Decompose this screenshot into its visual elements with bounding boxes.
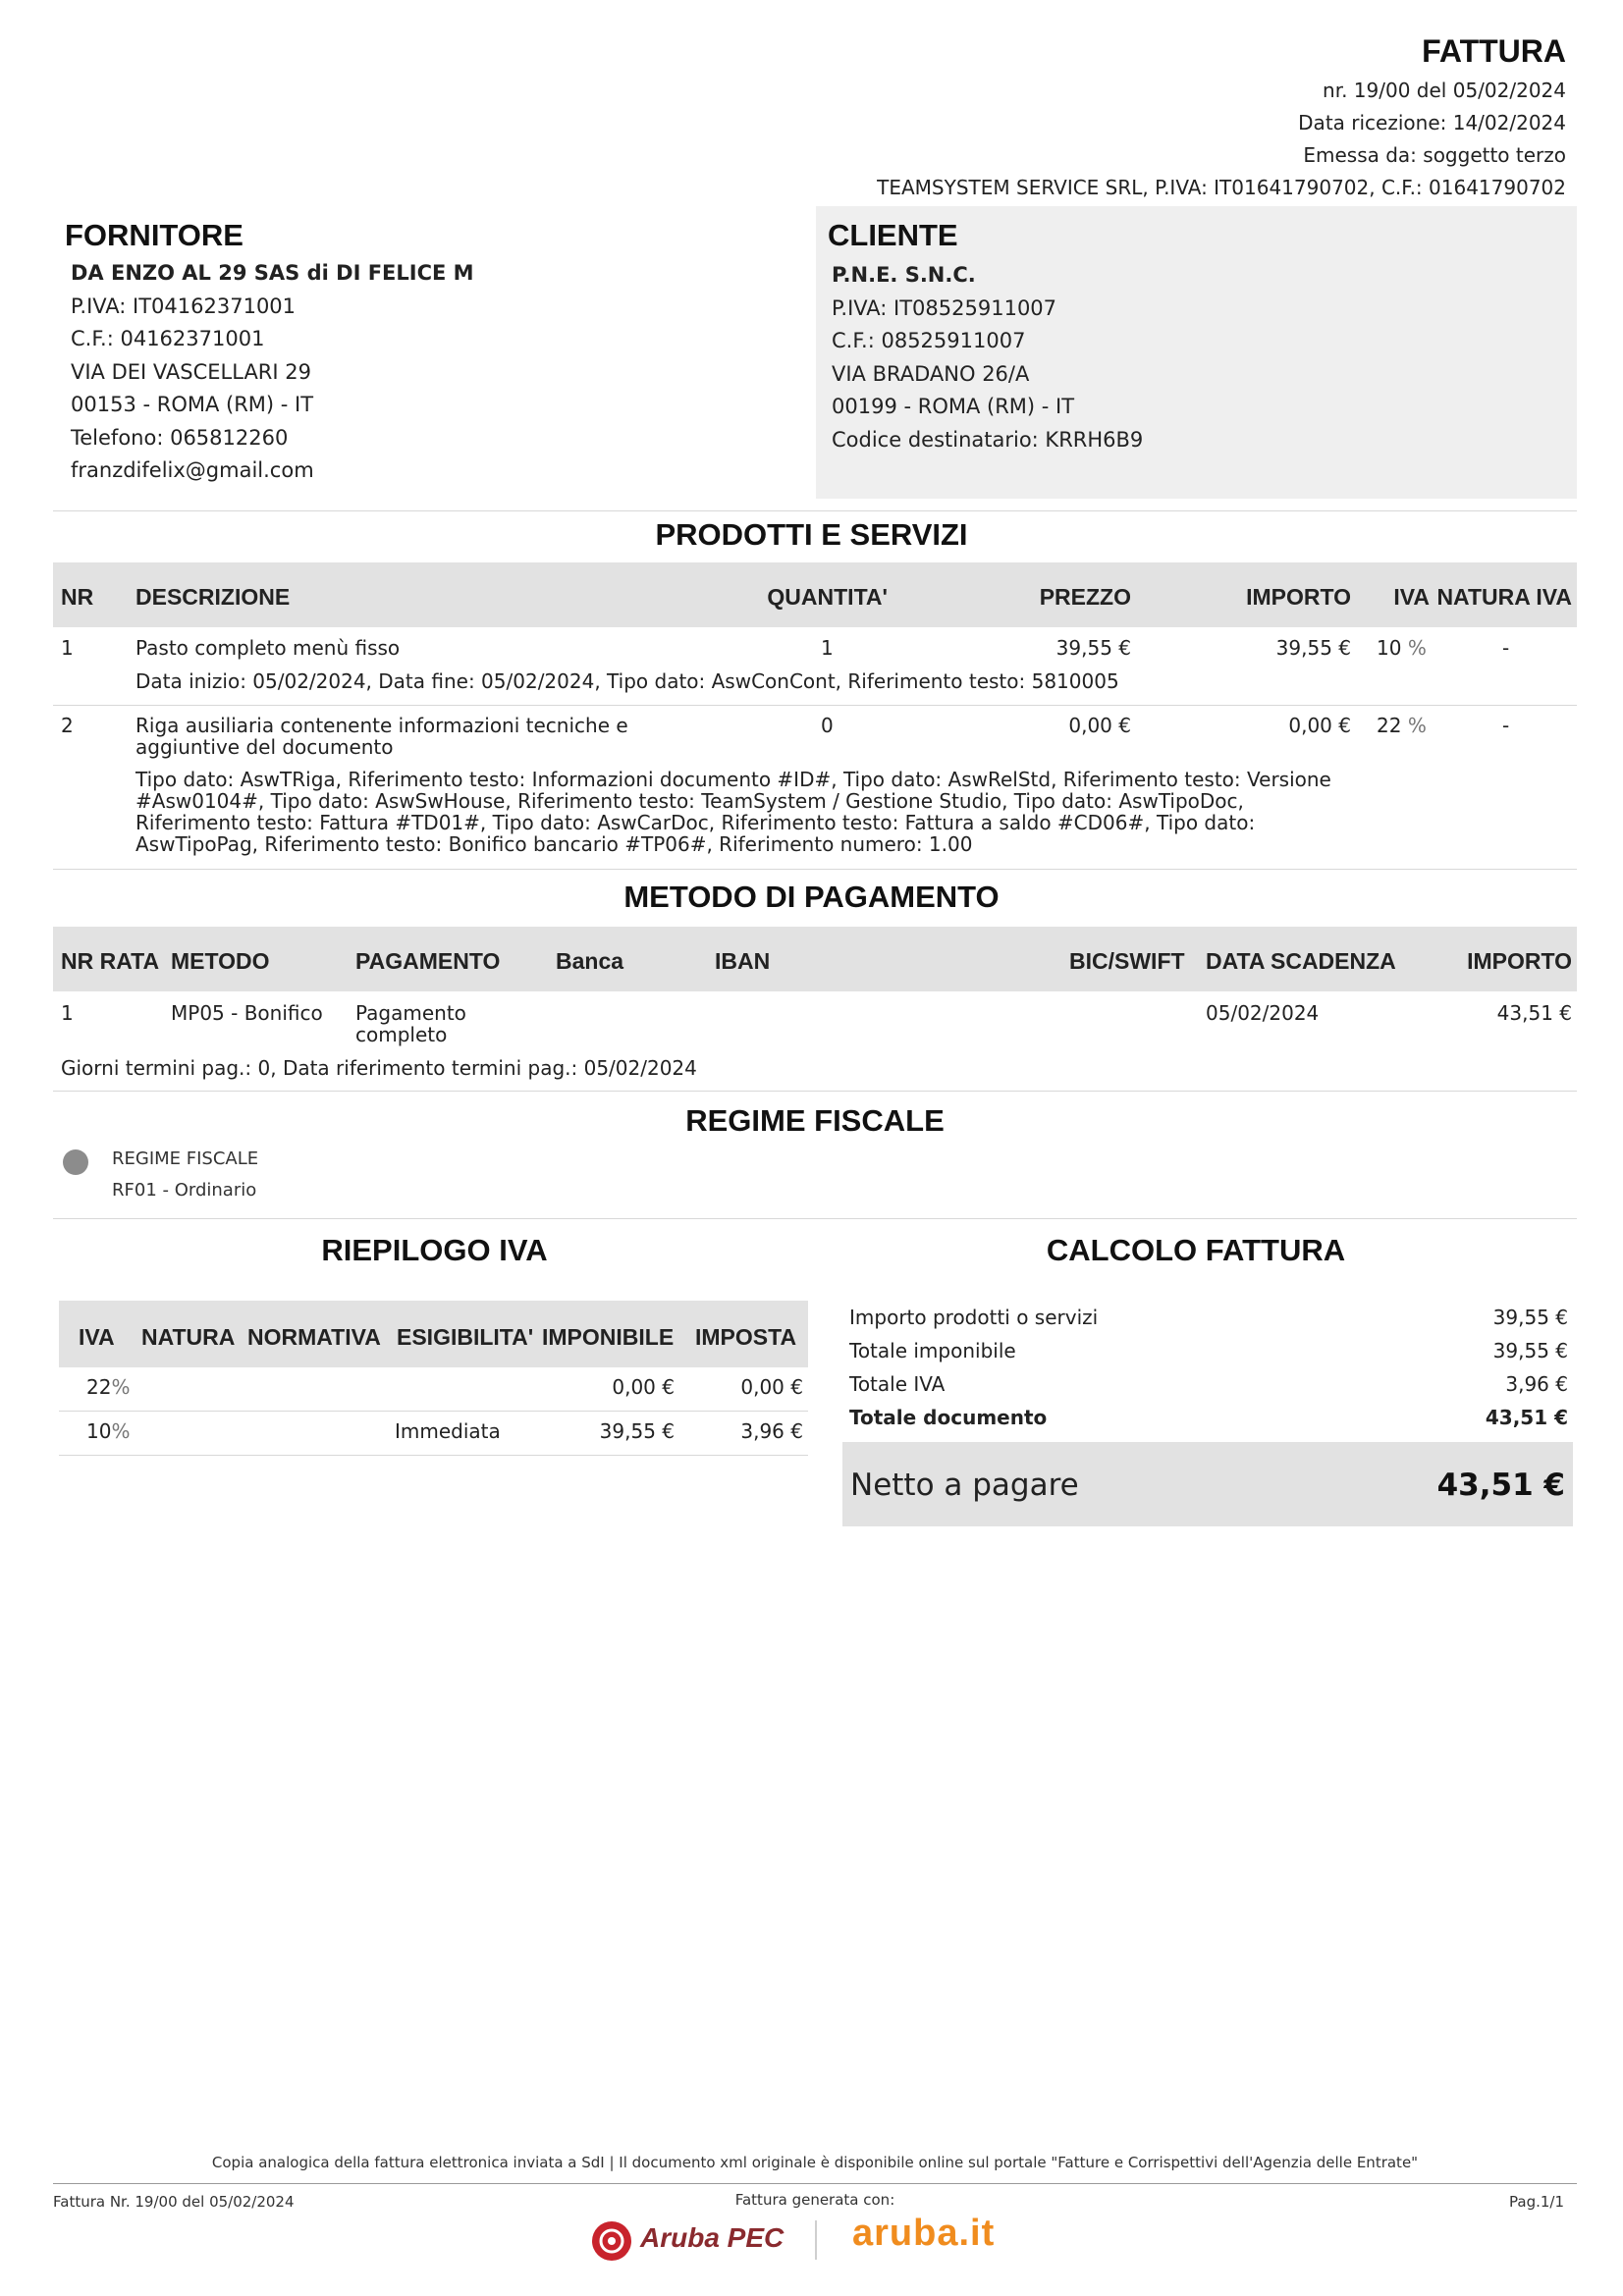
calc-label: Totale documento [849,1406,1048,1429]
net-to-pay-box [842,1442,1573,1526]
row-nr: 2 [61,714,74,737]
row-description-line: aggiuntive del documento [135,735,394,759]
details-line: Tipo dato: AswTRiga, Riferimento testo: Informazioni documento #ID#, Tipo dato: AswRelStd, Riferimento testo: Versione [135,768,1331,791]
col-nr: NR [61,584,94,610]
col-payment: PAGAMENTO [355,948,501,974]
aruba-pec-logo [589,2216,815,2262]
calc-label: Totale IVA [849,1372,946,1396]
calc-row [849,1306,1568,1339]
vat-tax: 0,00 € [740,1375,803,1399]
col-installment: NR RATA [61,948,160,974]
net-to-pay-label: Netto a pagare [850,1468,1079,1503]
supplier-piva: P.IVA: IT04162371001 [71,294,297,318]
row-amount: 0,00 € [1288,714,1351,737]
table-row [53,628,1577,705]
vat-rate: 22 [1377,714,1402,737]
col-due-date: DATA SCADENZA [1206,948,1396,974]
aruba-pec-seal-icon [589,2218,634,2264]
supplier-block [65,218,772,488]
details-line: AswTipoPag, Riferimento testo: Bonifico bancario #TP06#, Riferimento numero: 1.00 [135,832,973,856]
supplier-heading: FORNITORE [65,218,243,252]
payment-amount: 43,51 € [1496,1001,1572,1025]
table-row [53,706,1577,869]
row-amount: 39,55 € [1275,636,1351,660]
row-quantity: 0 [821,714,834,737]
col-amount: IMPORTO [1467,948,1572,974]
row-price: 0,00 € [1068,714,1131,737]
col-method: METODO [171,948,270,974]
row-description: Pasto completo menù fisso [135,636,401,660]
col-nature: NATURA [141,1324,236,1350]
vat-percent: % [1407,636,1427,660]
net-to-pay-value: 43,51 € [1436,1468,1565,1503]
payment-heading: METODO DI PAGAMENTO [623,880,1000,914]
col-price: PREZZO [1039,584,1131,610]
calc-value: 39,55 € [1492,1306,1568,1329]
vat-rate [86,1419,130,1443]
supplier-phone: Telefono: 065812260 [71,425,289,450]
calc-label: Importo prodotti o servizi [849,1306,1099,1329]
client-address: VIA BRADANO 26/A [832,361,1030,386]
supplier-city: 00153 - ROMA (RM) - IT [71,393,314,416]
supplier-email: franzdifelix@gmail.com [71,458,314,482]
calc-label: Totale imponibile [849,1339,1016,1362]
row-vat-nature: - [1502,714,1510,737]
col-iban: IBAN [715,948,771,974]
divider [53,1218,1577,1219]
aruba-it-logo: aruba.it [852,2213,996,2254]
col-tax: IMPOSTA [695,1324,797,1350]
col-chargeability: ESIGIBILITA' [397,1324,534,1350]
client-cf: C.F.: 08525911007 [832,329,1026,352]
row-quantity: 1 [821,636,834,660]
row-description [135,715,628,758]
client-city: 00199 - ROMA (RM) - IT [832,395,1075,418]
client-recipient-code: Codice destinatario: KRRH6B9 [832,427,1144,452]
row-details: Data inizio: 05/02/2024, Data fine: 05/02/2024, Tipo dato: AswConCont, Riferimento testo: 5810005 [135,669,1119,693]
vat-percent: % [111,1375,131,1399]
col-taxable: IMPONIBILE [542,1324,675,1350]
col-bic: BIC/SWIFT [1069,948,1185,974]
payment-terms: Giorni termini pag.: 0, Data riferimento termini pag.: 05/02/2024 [61,1056,697,1080]
divider [59,1455,808,1456]
payment-type-line: completo [355,1023,448,1046]
payment-due-date: 05/02/2024 [1206,1001,1320,1025]
col-vat: IVA [1393,584,1430,610]
vat-taxable: 39,55 € [599,1419,675,1443]
invoice-number: nr. 19/00 del 05/02/2024 [1323,79,1566,102]
divider [53,1091,1577,1092]
vat-summary-heading: RIEPILOGO IVA [321,1233,548,1267]
payment-table-header [53,927,1577,991]
footer-generated-with: Fattura generata con: [734,2191,895,2209]
table-row [59,1412,808,1455]
footer-invoice-ref: Fattura Nr. 19/00 del 05/02/2024 [53,2193,295,2211]
row-vat [1377,714,1427,737]
supplier-name: DA ENZO AL 29 SAS di DI FELICE M [71,261,474,285]
col-description: DESCRIZIONE [135,584,291,610]
third-party-issuer: TEAMSYSTEM SERVICE SRL, P.IVA: IT01641790702, C.F.: 01641790702 [877,176,1566,199]
vat-percent: % [111,1419,131,1443]
calc-row [849,1372,1568,1406]
calc-value: 39,55 € [1492,1339,1568,1362]
footer-page: Pag.1/1 [1509,2193,1564,2211]
vat-percent: % [1407,714,1427,737]
col-vat: IVA [79,1324,115,1350]
divider [53,869,1577,870]
col-amount: IMPORTO [1246,584,1351,610]
calc-value: 43,51 € [1485,1406,1568,1429]
vat-rate-value: 10 [86,1419,112,1443]
row-vat-nature: - [1502,636,1510,660]
vat-rate [86,1375,130,1399]
payment-type-line: Pagamento [355,1001,466,1025]
col-bank: Banca [556,948,624,974]
payment-row [53,991,1577,1090]
supplier-address: VIA DEI VASCELLARI 29 [71,359,311,384]
products-heading: PRODOTTI E SERVIZI [655,517,968,552]
products-table-header [53,562,1577,627]
col-vat-nature: NATURA IVA [1436,584,1572,610]
table-row [59,1367,808,1411]
calc-row [849,1339,1568,1372]
vat-chargeability: Immediata [395,1419,501,1443]
row-vat [1377,636,1427,660]
issued-by: Emessa da: soggetto terzo [1303,143,1566,167]
vat-rate-value: 22 [86,1375,112,1399]
footer-disclaimer: Copia analogica della fattura elettronica inviata a SdI | Il documento xml originale è disponibile online sul portale "Fatture e Corrispettivi dell'Agenzia delle Entrate" [211,2154,1419,2171]
calc-value: 3,96 € [1505,1372,1568,1396]
client-heading: CLIENTE [828,218,958,252]
vat-tax: 3,96 € [740,1419,803,1443]
installment-nr: 1 [61,1001,74,1025]
payment-type [355,1002,466,1045]
payment-method: MP05 - Bonifico [171,1001,323,1025]
tax-regime-value: RF01 - Ordinario [112,1180,257,1201]
col-quantity: QUANTITA' [767,584,888,610]
bullet-icon [63,1149,88,1175]
vat-table-header [59,1301,808,1367]
details-line: Riferimento testo: Fattura #TD01#, Tipo dato: AswCarDoc, Riferimento testo: Fattura a saldo #CD06#, Tipo dato: [135,811,1256,834]
aruba-pec-text: Aruba PEC [640,2222,784,2253]
col-rule: NORMATIVA [247,1324,381,1350]
details-line: #Asw0104#, Tipo dato: AswSwHouse, Riferimento testo: TeamSystem / Gestione Studio, Tipo dato: AswTipoDoc, [135,789,1244,813]
row-details [135,769,1331,855]
vat-taxable: 0,00 € [612,1375,675,1399]
vat-rate: 10 [1377,636,1402,660]
calc-lines [849,1306,1568,1439]
row-nr: 1 [61,636,74,660]
calc-heading: CALCOLO FATTURA [1046,1233,1346,1267]
client-piva: P.IVA: IT08525911007 [832,295,1057,320]
supplier-cf: C.F.: 04162371001 [71,327,265,350]
row-price: 39,55 € [1055,636,1131,660]
logo-separator [815,2220,817,2260]
client-block [816,206,1577,499]
tax-regime-label: REGIME FISCALE [112,1148,259,1169]
row-description-line: Riga ausiliaria contenente informazioni tecniche e [135,714,628,737]
received-date: Data ricezione: 14/02/2024 [1298,111,1566,134]
document-title: FATTURA [1422,33,1566,69]
calc-row-total [849,1406,1568,1439]
footer-divider [53,2183,1577,2184]
divider [53,510,1577,511]
tax-regime-heading: REGIME FISCALE [685,1103,945,1138]
client-name: P.N.E. S.N.C. [832,263,976,287]
